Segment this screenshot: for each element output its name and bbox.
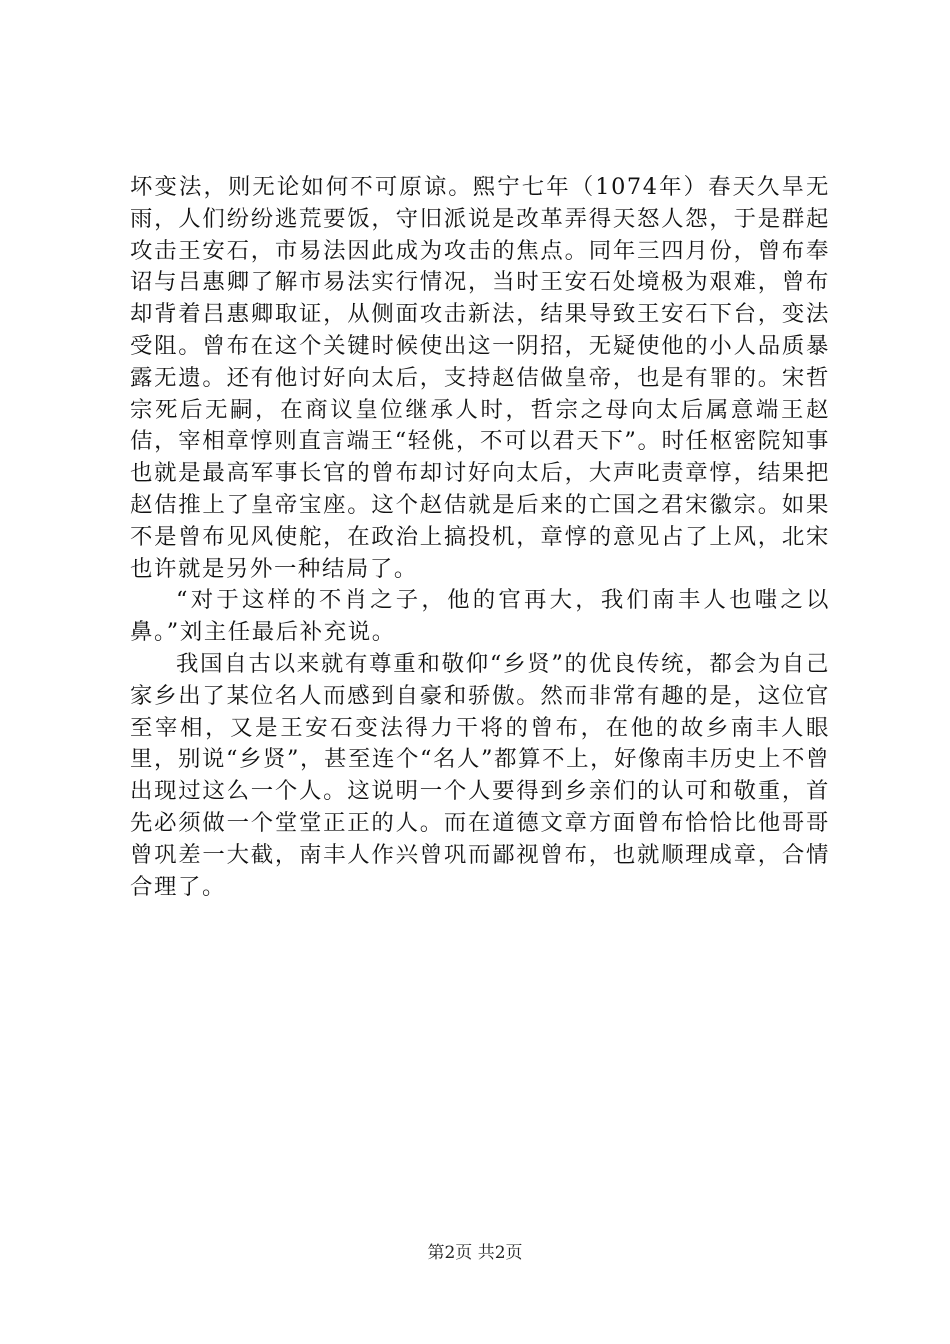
- paragraph-conclusion: 我国自古以来就有尊重和敬仰“乡贤”的优良传统，都会为自己家乡出了某位名人而感到自豪和骄傲。然而非常有趣的是，这位官至宰相，又是王安石变法得力干将的曾布，在他的故乡南丰人眼里，别说“乡贤”，甚至连个“名人”都算不上，好像南丰历史上不曾出现过这么一个人。这说明一个人要得到乡亲们的认可和敬重，首先必须做一个堂堂正正的人。而在道德文章方面曾布恰恰比他哥哥曾巩差一大截，南丰人作兴曾巩而鄙视曾布，也就顺理成章，合情合理了。: [130, 650, 830, 900]
- page-number-footer: 第2页 共2页: [427, 1243, 523, 1263]
- paragraph-continued-text: 坏变法，则无论如何不可原谅。熙宁七年（1074年）春天久旱无雨，人们纷纷逃荒要饭，守旧派说是改革弄得天怒人怨，于是群起攻击王安石，市易法因此成为攻击的焦点。同年三四月份，曾布奉诏与吕惠卿了解市易法实行情况，当时王安石处境极为艰难，曾布却背着吕惠卿取证，从侧面攻击新法，结果导致王安石下台，变法受阻。曾布在这个关键时候使出这一阴招，无疑使他的小人品质暴露无遗。还有他讨好向太后，支持赵佶做皇帝，也是有罪的。宋哲宗死后无嗣，在商议皇位继承人时，哲宗之母向太后属意端王赵佶，宰相章惇则直言端王“轻佻，不可以君天下”。时任枢密院知事也就是最高军事长官的曾布却讨好向太后，大声叱责章惇，结果把赵佶推上了皇帝宝座。这个赵佶就是后来的亡国之君宋徽宗。如果不是曾布见风使舵，在政治上搞投机，章惇的意见占了上风，北宋也许就是另外一种结局了。: [130, 174, 830, 582]
- paragraph-quote: “对于这样的不肖之子，他的官再大，我们南丰人也嗤之以鼻。”刘主任最后补充说。: [130, 587, 830, 646]
- page-body: [130, 172, 830, 903]
